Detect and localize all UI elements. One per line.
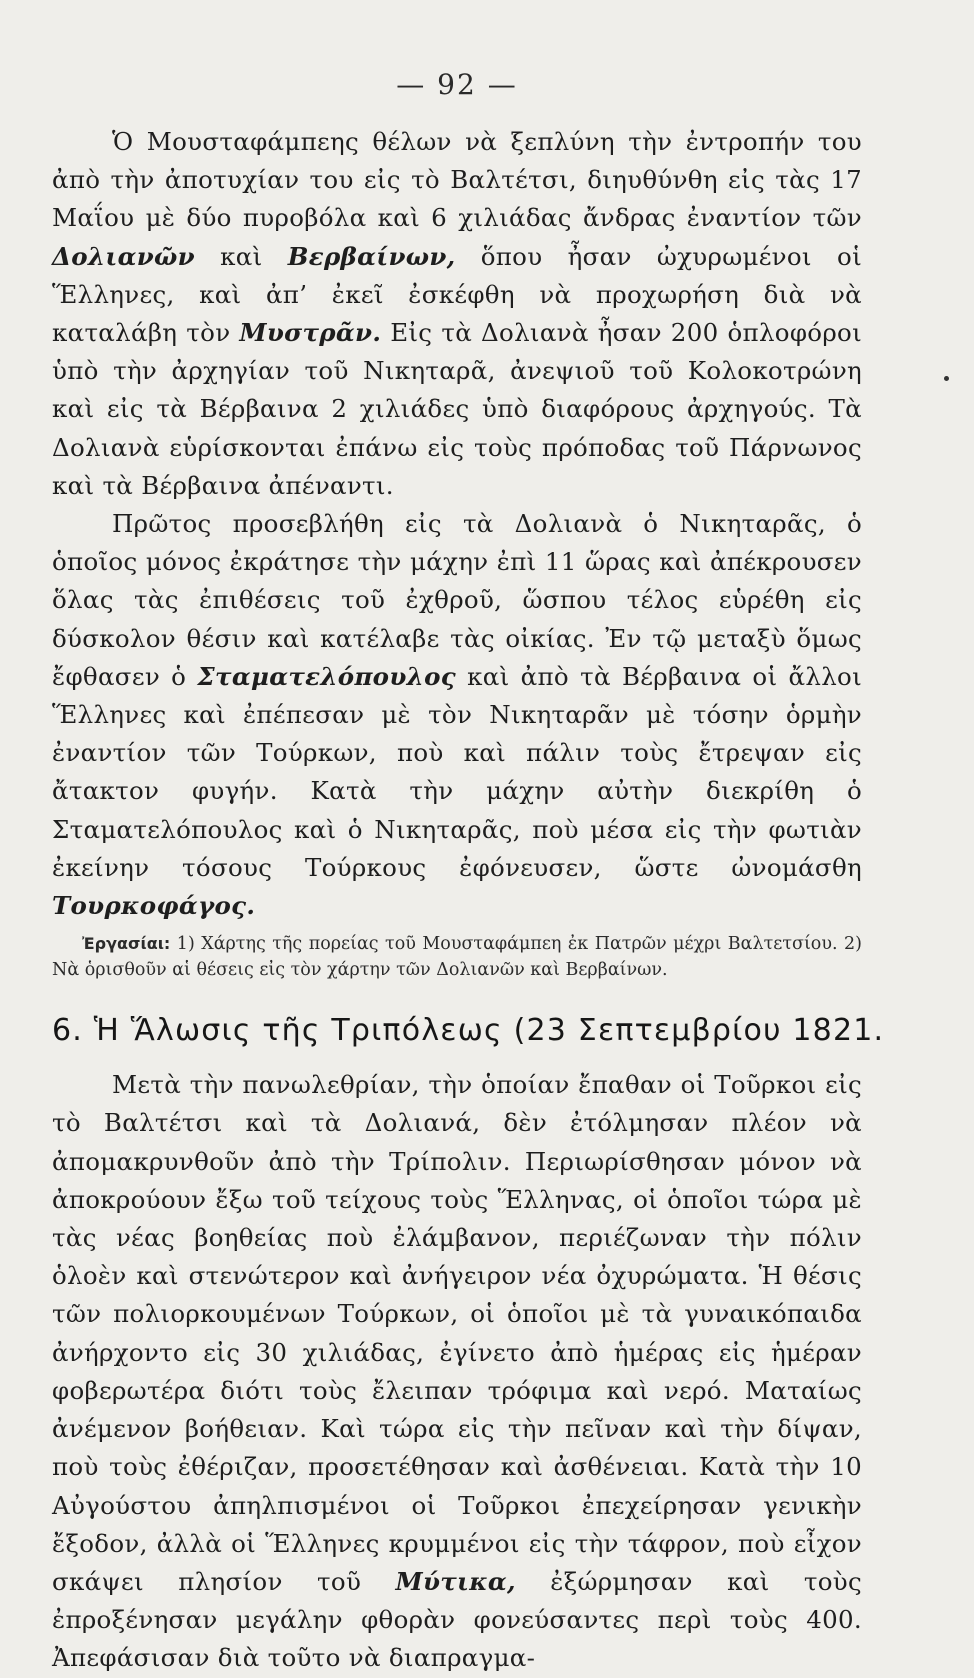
text-run: καὶ ἀπὸ τὰ Βέρβαινα οἱ ἄλλοι Ἕλληνες καὶ ἐπέπεσαν μὲ τὸν Νικηταρᾶν μὲ τόσην ὁρμὴν ἐναντίον τῶν Τούρκων, ποὺ καὶ πάλιν τοὺς ἔτρεψαν εἰς ἄτακτον φυγήν. Κατὰ τὴν μάχην αὐτὴν διεκρίθη ὁ Σταματελόπουλος καὶ ὁ Νικηταρᾶς, ποὺ μέσα εἰς τὴν φωτιὰν ἐκείνην τόσους Τούρκους ἐφόνευσεν, ὥστε ὠνομάσθη [52, 661, 863, 882]
text-run: ὅπου ἦσαν ὠχυρωμένοι οἱ Ἕλληνες, καὶ ἀπ’ ἐκεῖ ἐσκέφθη νὰ προχωρήση διὰ νὰ καταλάβη τὸν [52, 241, 862, 348]
text-run: Ὁ Μουσταφάμπεης θέλων νὰ ξεπλύνη τὴν ἐντροπήν του ἀπὸ τὴν ἀποτυχίαν του εἰς τὸ Βαλτέτσι, διηυθύνθη εἰς τὰς 17 Μαΐου μὲ δύο πυροβόλα καὶ 6 χιλιάδας ἄνδρας ἐναντίον τῶν [52, 127, 862, 233]
emphasis-stamatelopoulos: Σταματελόπουλος [197, 661, 456, 691]
text-run: καὶ [194, 241, 288, 271]
text-run: Μετὰ τὴν πανωλεθρίαν, τὴν ὁποίαν ἔπαθαν οἱ Τοῦρκοι εἰς τὸ Βαλτέτσι καὶ τὰ Δολιανά, δὲν ἐτόλμησαν πλέον νὰ ἀπομακρυνθοῦν ἀπὸ τὴν Τρίπολιν. Περιωρίσθησαν μόνον νὰ ἀποκρούουν ἔξω τοῦ τείχους τοὺς Ἕλληνας, οἱ ὁποῖοι τώρα μὲ τὰς νέας βοηθείας ποὺ ἐλάμβανον, περιέζωναν τὴν πόλιν ὁλοὲν καὶ στενώτερον καὶ ἀνήγειρον νέα ὀχυρώματα. Ἡ θέσις τῶν πολιορκουμένων Τούρκων, οἱ ὁποῖοι μὲ τὰ γυναικόπαιδα ἀνήρχοντο εἰς 30 χιλιάδας, ἐγίνετο ἀπὸ ἡμέρας εἰς ἡμέραν φοβερωτέρα διότι τοὺς ἔλειπαν τρόφιμα καὶ νερό. Ματαίως ἀνέμενον βοήθειαν. Καὶ τώρα εἰς τὴν πεῖναν καὶ τὴν δίψαν, ποὺ τοὺς ἐθέριζαν, προσετέθησαν καὶ ἀσθένειαι. Κατὰ τὴν 10 Αὐγούστου ἀπηλπισμένοι οἱ Τοῦρκοι ἐπεχείρησαν γενικὴν ἔξοδον, ἀλλὰ οἱ Ἕλληνες κρυμμένοι εἰς τὴν τάφρον, ποὺ εἶχον σκάψει πλησίον τοῦ [52, 1070, 862, 1596]
emphasis-dolianon: Δολιανῶν [52, 241, 195, 271]
paragraph-tripoli [52, 1066, 862, 1677]
text-run: Πρῶτος προσεβλήθη εἰς τὰ Δολιανὰ ὁ Νικηταρᾶς, ὁ ὁποῖος μόνος ἐκράτησε τὴν μάχην ἐπὶ 11 ὥρας καὶ ἀπέκρουσεν ὅλας τὰς ἐπιθέσεις τοῦ ἐχθροῦ, ὥσπου τέλος εὑρέθη εἰς δύσκολον θέσιν καὶ κατέλαβε τὰς οἰκίας. Ἐν τῷ μεταξὺ ὅμως ἔφθασεν ὁ [52, 509, 862, 691]
exercises-label: Ἐργασίαι: [82, 934, 171, 954]
exercises-text: 1) Χάρτης τῆς πορείας τοῦ Μουσταφάμπεη ἐκ Πατρῶν μέχρι Βαλτετσίου. 2) Νὰ ὁρισθοῦν αἱ θέσεις εἰς τὸν χάρτην τῶν Δολιανῶν καὶ Βερβαίνων. [52, 934, 862, 981]
emphasis-mystran: Μυστρᾶν. [239, 318, 382, 348]
paragraph-mustafa-bey [52, 123, 862, 505]
emphasis-verbainon: Βερβαίνων, [287, 241, 456, 271]
page-number: — 92 — [396, 68, 518, 101]
exercises-note [52, 931, 862, 983]
margin-dot [944, 376, 949, 381]
text-run: ἐξώρμησαν καὶ τοὺς ἐπροξένησαν μεγάλην φθορὰν φονεύσαντες περὶ τοὺς 400. Ἀπεφάσισαν διὰ τοῦτο νὰ διαπραγμα- [52, 1566, 862, 1673]
emphasis-mytika: Μύτικα, [395, 1566, 516, 1596]
text-run: Εἰς τὰ Δολιανὰ ἦσαν 200 ὁπλοφόροι ὑπὸ τὴν ἀρχηγίαν τοῦ Νικηταρᾶ, ἀνεψιοῦ τοῦ Κολοκοτρώνη καὶ εἰς τὰ Βέρβαινα 2 χιλιάδες ὑπὸ διαφόρους ἀρχηγούς. Τὰ Δολιανὰ εὑρίσκονται ἐπάνω εἰς τοὺς πρόποδας τοῦ Πάρνωνος καὶ τὰ Βέρβαινα ἀπέναντι. [52, 318, 862, 500]
emphasis-tourkofagos: Τουρκοφάγος. [52, 891, 256, 921]
section-heading: 6. Ἡ Ἅλωσις τῆς Τριπόλεως (23 Σεπτεμβρίου 1821. [52, 1013, 885, 1049]
paragraph-nikitaras [52, 505, 862, 925]
